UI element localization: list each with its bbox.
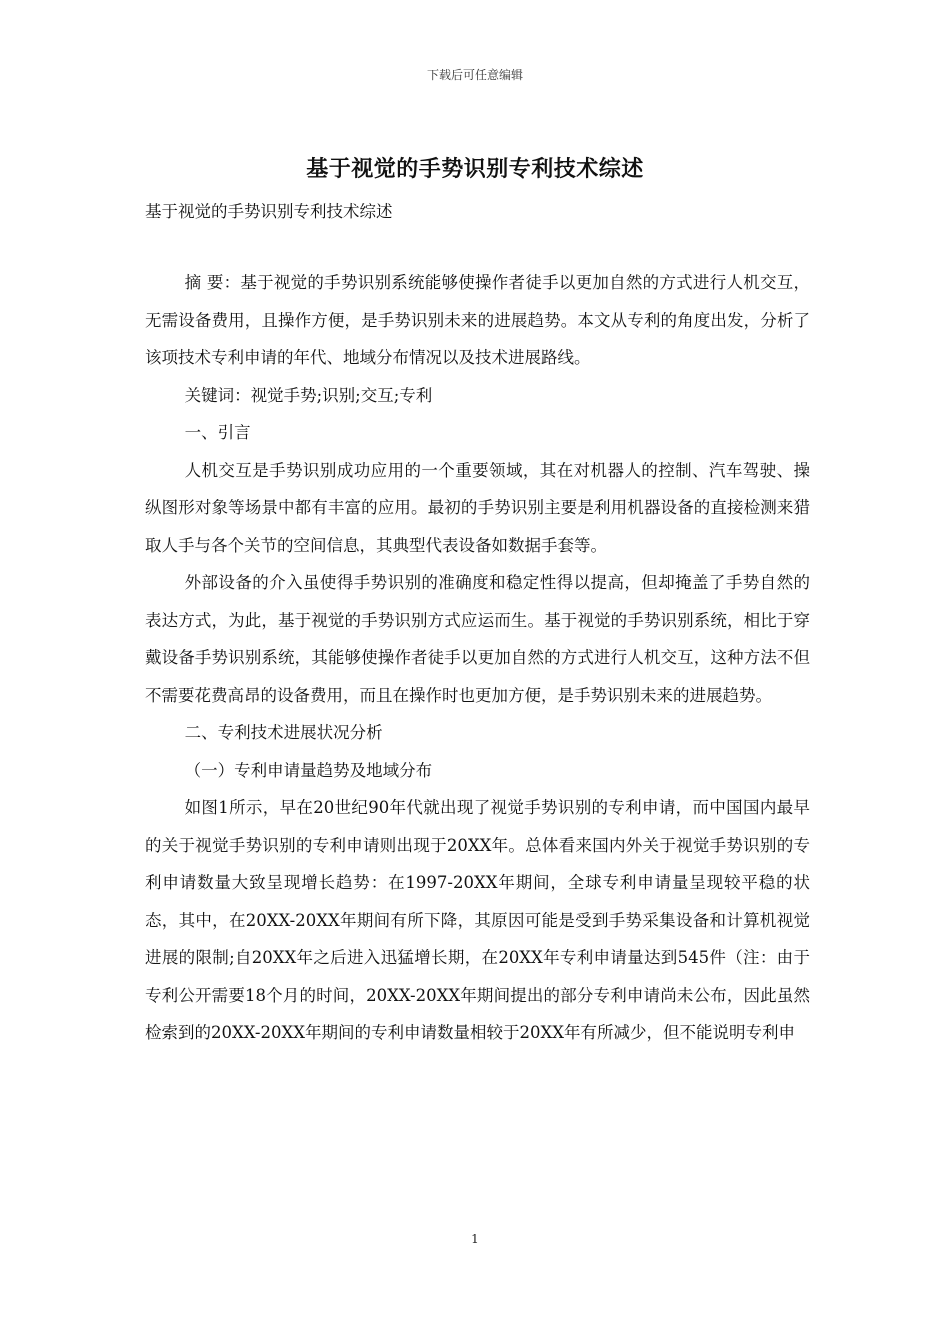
section-heading-analysis: 二、专利技术进展状况分析	[184, 723, 383, 742]
keywords-line: 关键词：视觉手势;识别;交互;专利	[184, 385, 433, 405]
page-number: 1	[471, 1232, 479, 1246]
document-subtitle: 基于视觉的手势识别专利技术综述	[145, 202, 393, 221]
body-paragraph: 外部设备的介入虽使得手势识别的准确度和稳定性得以提高，但却掩盖了手势自然的表达方式，为此，基于视觉的手势识别方式应运而生。基于视觉的手势识别系统，相比于穿戴设备手势识别系统，其能够使操作者徒手以更加自然的方式进行人机交互，这种方法不但不需要花费高昂的设备费用，而且在操作时也更加方便，是手势识别未来的进展趋势。	[145, 573, 810, 705]
abstract-paragraph: 摘 要：基于视觉的手势识别系统能够使操作者徒手以更加自然的方式进行人机交互，无需设备费用，且操作方便，是手势识别未来的进展趋势。本文从专利的角度出发，分析了该项技术专利申请的年代、地域分布情况以及技术进展路线。	[145, 273, 810, 367]
section-heading-introduction: 一、引言	[184, 423, 251, 442]
document-title: 基于视觉的手势识别专利技术综述	[306, 156, 644, 182]
page-header: 下载后可任意编辑	[426, 68, 523, 82]
body-paragraph: 人机交互是手势识别成功应用的一个重要领域，其在对机器人的控制、汽车驾驶、操纵图形对象等场景中都有丰富的应用。最初的手势识别主要是利用机器设备的直接检测来猎取人手与各个关节的空间信息，其典型代表设备如数据手套等。	[145, 460, 810, 555]
document-body	[145, 198, 810, 1052]
subsection-heading: （一）专利申请量趋势及地域分布	[184, 760, 433, 780]
body-paragraph: 如图1所示，早在20世纪90年代就出现了视觉手势识别的专利申请，而中国国内最早的关于视觉手势识别的专利申请则出现于20XX年。总体看来国内外关于视觉手势识别的专利申请数量大致呈现增长趋势：在1997-20XX年期间，全球专利申请量呈现较平稳的状态，其中，在20XX-20XX年期间有所下降，其原因可能是受到手势采集设备和计算机视觉进展的限制;自20XX年之后进入迅猛增长期，在20XX年专利申请量达到545件（注：由于专利公开需要18个月的时间，20XX-20XX年期间提出的部分专利申请尚未公布，因此虽然检索到的20XX-20XX年期间的专利申请数量相较于20XX年有所减少，但不能说明专利申	[145, 798, 810, 1042]
